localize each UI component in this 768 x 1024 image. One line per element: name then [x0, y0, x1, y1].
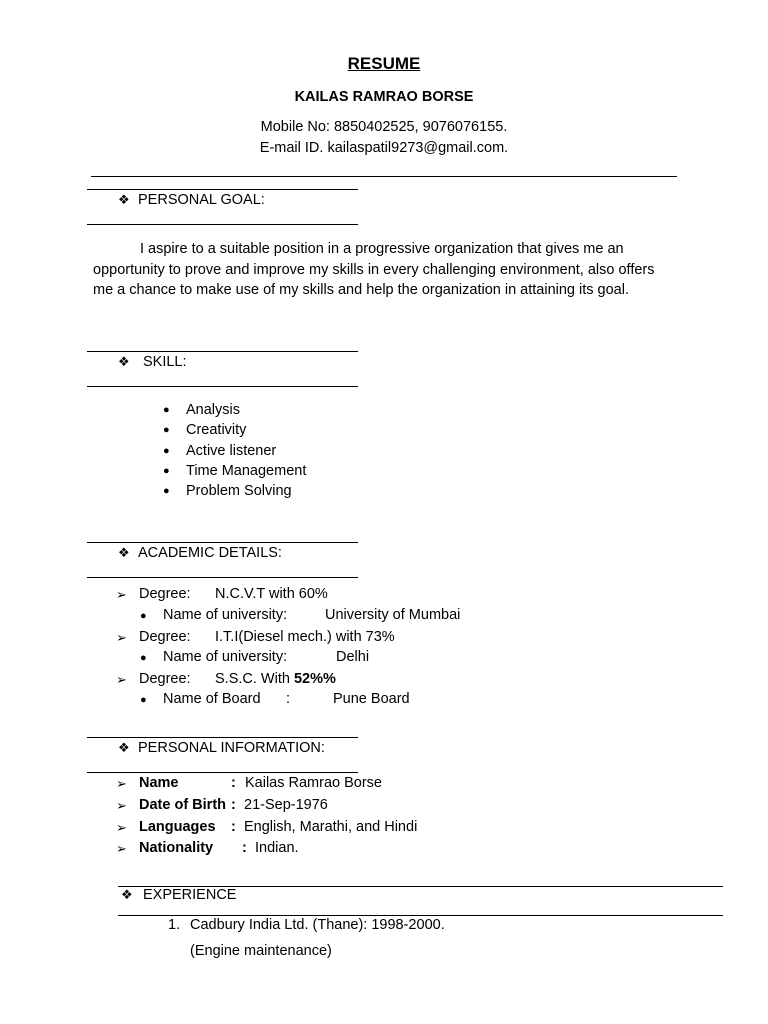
list-item: ● Active listener — [163, 441, 306, 461]
section-heading: PERSONAL INFORMATION: — [138, 740, 325, 756]
info-value-name: Kailas Ramrao Borse — [245, 775, 382, 791]
arrow-icon: ➢ — [116, 630, 127, 645]
degree-value: I.T.I(Diesel mech.) with 73% — [215, 629, 395, 645]
info-label-name: Name — [139, 775, 179, 791]
university-label: Name of university: — [163, 649, 288, 665]
section-heading: EXPERIENCE — [143, 887, 237, 903]
board-colon: : — [286, 691, 291, 707]
header-divider — [91, 176, 677, 177]
section-heading: ACADEMIC DETAILS: — [138, 545, 282, 561]
university-label: Name of university: — [163, 607, 288, 623]
experience-role: (Engine maintenance) — [190, 943, 332, 959]
info-colon: : — [231, 775, 236, 791]
section-academic — [118, 545, 282, 561]
section-experience — [121, 887, 236, 903]
bullet-icon: ● — [140, 610, 147, 622]
diamond-icon: ❖ — [118, 354, 130, 369]
diamond-icon: ❖ — [118, 740, 130, 755]
bullet-icon: ● — [163, 424, 170, 437]
arrow-icon: ➢ — [116, 798, 127, 813]
skill-list — [163, 400, 306, 501]
email-line: E-mail ID. kailaspatil9273@gmail.com. — [259, 140, 509, 156]
experience-rule-bottom — [118, 915, 723, 916]
info-colon: : — [231, 819, 236, 835]
degree-label: Degree: — [139, 671, 191, 687]
experience-number: 1. — [168, 917, 181, 933]
list-item: ● Creativity — [163, 420, 306, 440]
university-value: Delhi — [336, 649, 370, 665]
bullet-icon: ● — [140, 694, 147, 706]
degree-value: N.C.V.T with 60% — [215, 586, 328, 602]
bullet-icon: ● — [163, 444, 170, 457]
goal-paragraph — [93, 239, 673, 301]
board-value: Pune Board — [333, 691, 410, 707]
arrow-icon: ➢ — [116, 672, 127, 687]
section-skill — [118, 354, 187, 370]
info-value-languages: English, Marathi, and Hindi — [244, 819, 418, 835]
board-label: Name of Board — [163, 691, 261, 707]
section-heading: PERSONAL GOAL: — [138, 192, 265, 208]
diamond-icon: ❖ — [118, 545, 130, 560]
arrow-icon: ➢ — [116, 776, 127, 791]
info-value-nationality: Indian. — [255, 840, 299, 856]
goal-rule-top — [87, 189, 358, 190]
academic-rule-bottom — [87, 577, 358, 578]
diamond-icon: ❖ — [118, 192, 130, 207]
skill-rule-bottom — [87, 386, 358, 387]
section-heading: SKILL: — [143, 354, 187, 370]
info-colon: : — [231, 797, 236, 813]
bullet-icon: ● — [163, 404, 170, 416]
info-value-dob: 21-Sep-1976 — [244, 797, 328, 813]
personal-rule-bottom — [87, 772, 358, 773]
section-personal-info — [118, 740, 325, 756]
candidate-name: KAILAS RAMRAO BORSE — [294, 89, 474, 105]
arrow-icon: ➢ — [116, 820, 127, 835]
bullet-icon: ● — [163, 485, 170, 498]
personal-rule-top — [87, 737, 358, 738]
resume-title: RESUME — [347, 54, 421, 73]
info-label-nationality: Nationality — [139, 840, 214, 856]
mobile-line: Mobile No: 8850402525, 9076076155. — [260, 119, 508, 135]
degree-value: S.S.C. With 52%% — [215, 671, 336, 687]
degree-label: Degree: — [139, 629, 191, 645]
list-item: ● Time Management — [163, 461, 306, 481]
arrow-icon: ➢ — [116, 841, 127, 856]
degree-label: Degree: — [139, 586, 191, 602]
info-label-languages: Languages — [139, 819, 216, 835]
goal-text: I aspire to a suitable position in a progressive organization that gives me an opportunity to prove and improve my skills in every challenging environment, also offers me a chance to make use of my skills and help the organization in attaining its goal. — [93, 241, 655, 298]
list-item: ● Problem Solving — [163, 481, 306, 501]
experience-company: Cadbury India Ltd. (Thane): 1998-2000. — [190, 917, 445, 933]
skill-rule-top — [87, 351, 358, 352]
academic-rule-top — [87, 542, 358, 543]
university-value: University of Mumbai — [325, 607, 461, 623]
info-label-dob: Date of Birth — [139, 797, 226, 813]
bullet-icon: ● — [140, 652, 147, 664]
info-colon: : — [242, 840, 247, 856]
arrow-icon: ➢ — [116, 587, 127, 602]
list-item: ● Analysis — [163, 400, 306, 420]
bullet-icon: ● — [163, 464, 170, 477]
diamond-icon: ❖ — [121, 887, 133, 902]
section-personal-goal — [118, 192, 265, 208]
goal-rule-bottom — [87, 224, 358, 225]
